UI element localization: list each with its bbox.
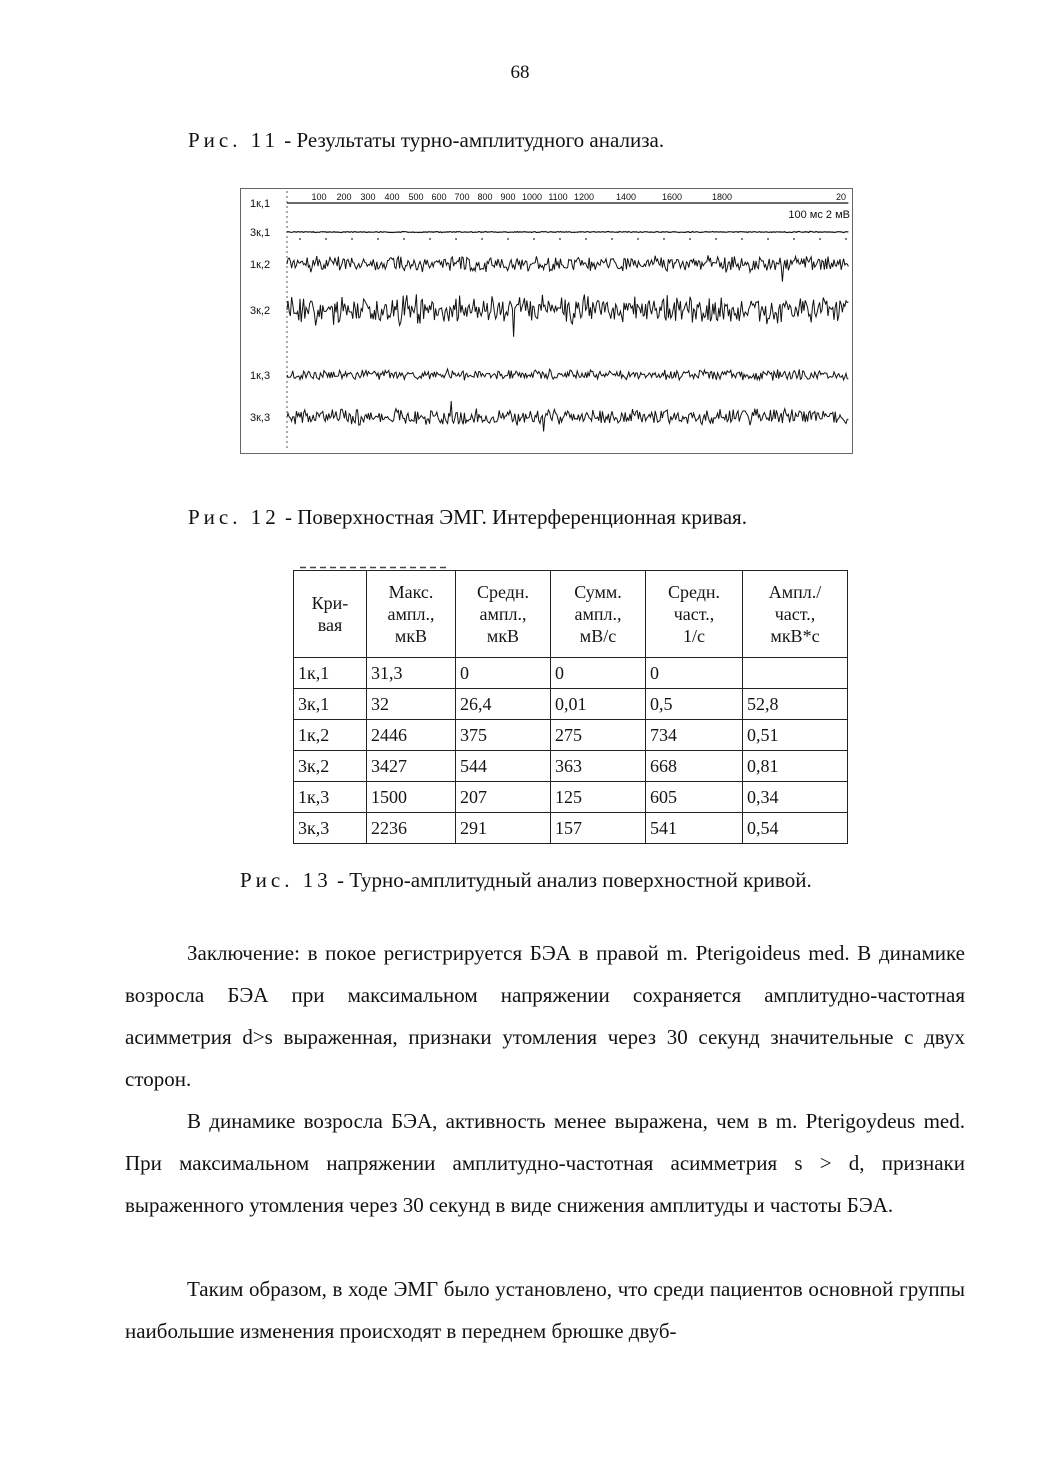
table-cell: 1к,2 (294, 720, 367, 751)
table-cell: 1к,3 (294, 782, 367, 813)
table-header-line: мкВ*с (770, 626, 820, 646)
table-header-line: мкВ (394, 626, 428, 646)
emg-baseline-dot (663, 238, 665, 240)
table-header-line: част., (673, 604, 715, 624)
table-cell: 0,51 (743, 720, 848, 751)
emg-baseline-dot (689, 238, 691, 240)
table-header-cell (743, 571, 848, 658)
emg-channel-label: 1к,3 (250, 370, 271, 382)
table-cell: 0,54 (743, 813, 848, 844)
table-header-line: ампл., (479, 604, 527, 624)
table-cell: 3к,2 (294, 751, 367, 782)
emg-tick-label: 20 (835, 192, 847, 202)
table-header-cell (551, 571, 646, 658)
emg-tick-label: 300 (360, 192, 376, 202)
table-cell: 1к,1 (294, 658, 367, 689)
table-cell: 31,3 (367, 658, 456, 689)
table-row (294, 658, 848, 689)
emg-baseline-dot (507, 238, 509, 240)
table-row (294, 720, 848, 751)
emg-tick-label: 500 (408, 192, 424, 202)
emg-baseline-dot (715, 238, 717, 240)
table-cell: 0,5 (646, 689, 743, 720)
figure-13-caption (240, 868, 812, 893)
figure-13-title: Турно-амплитудный анализ поверхностной кривой. (349, 868, 812, 892)
table-header-line: Сумм. (574, 582, 622, 602)
table-cell: 52,8 (743, 689, 848, 720)
table-cell: 734 (646, 720, 743, 751)
paragraph-3: Таким образом, в ходе ЭМГ было установлено, что среди пациентов основной группы наибольшие изменения происходят в переднем брюшке двуб- (125, 1277, 965, 1343)
table-cell: 0 (646, 658, 743, 689)
table-cell: 3к,1 (294, 689, 367, 720)
emg-tick-label: 1000 (521, 192, 543, 202)
emg-tick-label: 700 (454, 192, 470, 202)
emg-baseline-dot (819, 238, 821, 240)
emg-baseline-dot (455, 238, 457, 240)
emg-tick-label: 600 (431, 192, 447, 202)
emg-baseline-dot (637, 238, 639, 240)
table-header-line: мкВ (486, 626, 520, 646)
table-cell: 32 (367, 689, 456, 720)
emg-channel-label: 3к,1 (250, 227, 271, 239)
emg-baseline-dot (351, 238, 353, 240)
table-row (294, 689, 848, 720)
dynamics-paragraph (125, 1100, 965, 1226)
emg-channel-label: 1к,2 (250, 259, 271, 271)
figure-12-dash: - (279, 505, 298, 529)
emg-tick-label: 800 (477, 192, 493, 202)
table-header-line: Средн. (667, 582, 721, 602)
table-cell: 0 (456, 658, 551, 689)
table-row (294, 813, 848, 844)
table-header-cell (646, 571, 743, 658)
table-cell: 275 (551, 720, 646, 751)
figure-13-label: Рис. 13 (240, 868, 332, 892)
table-cell (743, 658, 848, 689)
emg-baseline-dot (793, 238, 795, 240)
table-header-line: Кри- (311, 593, 349, 613)
emg-baseline-dot (429, 238, 431, 240)
table-header-cell (367, 571, 456, 658)
table-cell: 668 (646, 751, 743, 782)
table-cell: 3427 (367, 751, 456, 782)
emg-baseline-dot (845, 238, 847, 240)
paragraph-1: Заключение: в покое регистрируется БЭА в правой m. Pterigoideus med. В динамике возросла БЭА при максимальном напряжении сохраняется амплитудно-частотная асимметрия d>s выраженная, признаки утомления через 30 секунд значительные с двух сторон. (125, 941, 965, 1091)
table-cell: 544 (456, 751, 551, 782)
emg-baseline-dot (299, 238, 301, 240)
scan-artifact (300, 566, 450, 569)
emg-baseline-dot (325, 238, 327, 240)
figure-11-dash: - (278, 128, 297, 152)
table-row (294, 751, 848, 782)
emg-tick-label: 1100 (548, 192, 568, 202)
emg-baseline-dot (481, 238, 483, 240)
table-cell: 2446 (367, 720, 456, 751)
table-header-line: ампл., (574, 604, 622, 624)
table-header-line: вая (317, 615, 343, 635)
figure-12-title: Поверхностная ЭМГ. Интерференционная кривая. (297, 505, 747, 529)
table-cell: 541 (646, 813, 743, 844)
emg-channel-label: 3к,3 (250, 412, 271, 424)
table-cell: 157 (551, 813, 646, 844)
paragraph-2: В динамике возросла БЭА, активность менее выражена, чем в m. Pterigoydeus med. При максимальном напряжении амплитудно-частотная асимметрия s > d, признаки выраженного утомления через 30 секунд в виде снижения амплитуды и частоты БЭА. (125, 1109, 965, 1217)
table-header-line: Средн. (476, 582, 530, 602)
emg-baseline-dot (767, 238, 769, 240)
emg-baseline-dot (585, 238, 587, 240)
figure-11-caption (188, 128, 664, 153)
table-header-cell (456, 571, 551, 658)
table-header-line: мВ/с (579, 626, 617, 646)
table-header-line: Ампл./ (768, 582, 822, 602)
emg-interference-curve-figure (240, 188, 853, 454)
table-header-line: 1/с (683, 626, 705, 646)
emg-tick-label: 1400 (615, 192, 637, 202)
emg-tick-label: 900 (500, 192, 516, 202)
emg-traces (240, 188, 853, 454)
emg-channel-label: 3к,2 (250, 305, 271, 317)
table-header-row (294, 571, 848, 658)
page-number: 68 (510, 62, 530, 83)
table-header-cell (294, 571, 367, 658)
turn-amplitude-table-wrap (293, 570, 848, 844)
emg-baseline-dot (741, 238, 743, 240)
table-header-line: Макс. (388, 582, 434, 602)
table-cell: 0 (551, 658, 646, 689)
emg-tick-label: 1800 (711, 192, 733, 202)
emg-baseline-dot (533, 238, 535, 240)
table-cell: 0,34 (743, 782, 848, 813)
figure-11-title: Результаты турно-амплитудного анализа. (296, 128, 665, 152)
figure-12-label: Рис. 12 (188, 505, 280, 529)
conclusion-paragraph (125, 932, 965, 1100)
figure-13-dash: - (331, 868, 350, 892)
table-cell: 363 (551, 751, 646, 782)
emg-baseline-dot (403, 238, 405, 240)
emg-tick-label: 1600 (661, 192, 683, 202)
emg-tick-label: 200 (336, 192, 352, 202)
emg-channel-label: 1к,1 (250, 198, 271, 210)
table-cell: 0,01 (551, 689, 646, 720)
table-row (294, 782, 848, 813)
table-cell: 2236 (367, 813, 456, 844)
table-cell: 291 (456, 813, 551, 844)
emg-tick-label: 100 (311, 192, 327, 202)
figure-11-label: Рис. 11 (188, 128, 279, 152)
table-cell: 0,81 (743, 751, 848, 782)
figure-12-caption (188, 505, 747, 530)
table-cell: 1500 (367, 782, 456, 813)
turn-amplitude-table (293, 570, 848, 844)
table-cell: 3к,3 (294, 813, 367, 844)
table-header-line: ампл., (387, 604, 435, 624)
table-header-line: част., (774, 604, 816, 624)
emg-baseline-dot (377, 238, 379, 240)
table-cell: 605 (646, 782, 743, 813)
table-cell: 207 (456, 782, 551, 813)
emg-tick-label: 1200 (573, 192, 595, 202)
emg-baseline-dot (611, 238, 613, 240)
emg-baseline-dot (559, 238, 561, 240)
table-cell: 125 (551, 782, 646, 813)
table-cell: 26,4 (456, 689, 551, 720)
emg-tick-label: 400 (384, 192, 400, 202)
summary-paragraph (125, 1268, 965, 1352)
emg-scale-note: 100 мс 2 мВ (788, 209, 850, 221)
table-cell: 375 (456, 720, 551, 751)
